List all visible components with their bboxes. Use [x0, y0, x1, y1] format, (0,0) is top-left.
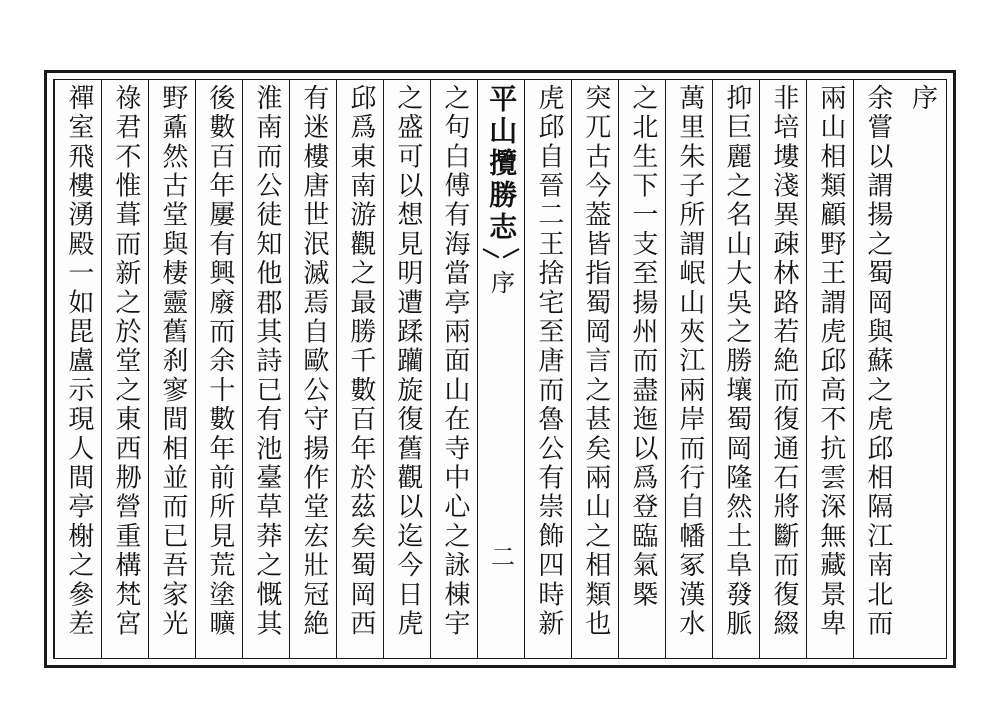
document-title: 平山攬勝志 — [485, 84, 519, 244]
text-column — [383, 80, 430, 658]
column-text: 抑巨麗之名山大吳之勝壤蜀岡隆然土阜發脈 — [721, 84, 752, 639]
text-column — [759, 80, 806, 658]
column-text: 之盛可以想見明遭蹂躪旋復舊觀以迄今日虎 — [392, 84, 423, 639]
text-column — [712, 80, 759, 658]
page-frame-outer — [44, 70, 956, 668]
text-column — [524, 80, 571, 658]
column-text: 虎邱自晉二王捨宅至唐而魯公有崇飾四時新 — [533, 84, 564, 639]
column-text: 突兀古今葢皆指蜀岡言之甚矣兩山之相類也 — [580, 84, 611, 639]
text-column — [618, 80, 665, 658]
text-column — [195, 80, 242, 658]
text-column — [853, 80, 900, 658]
text-column — [336, 80, 383, 658]
column-text: 萬里朱子所謂岷山夾江兩岸而行自幡冢漢水 — [674, 84, 705, 639]
text-column — [806, 80, 853, 658]
text-column — [289, 80, 336, 658]
text-column — [665, 80, 712, 658]
column-text: 余嘗以謂揚之蜀岡與蘇之虎邱相隔江南北而 — [862, 84, 893, 639]
column-text: 祿君不惟葺而新之於堂之東西刱營重構梵宮 — [110, 84, 141, 639]
column-header — [900, 80, 946, 658]
title-bracket-icon — [484, 248, 518, 264]
text-column — [148, 80, 195, 658]
text-column — [54, 80, 101, 658]
column-text: 兩山相類顧野王謂虎邱高不抗雲深無藏景卑 — [815, 84, 846, 639]
column-text: 後數百年屢有興廢而余十數年前所見荒塗曠 — [204, 84, 235, 639]
column-text: 非培塿淺異疎林路若絶而復通石將斷而復綴 — [768, 84, 799, 639]
column-text: 邱爲東南游觀之最勝千數百年於茲矣蜀岡西 — [345, 84, 376, 639]
column-text: 禪室飛樓湧殿一如毘盧示現人間亭榭之參差 — [63, 84, 94, 639]
page-number: 二 — [486, 544, 515, 568]
text-columns — [54, 80, 946, 658]
title-subnote: 序 — [486, 270, 515, 296]
column-text: 淮南而公徒知他郡其詩已有池臺草莽之慨其 — [251, 84, 282, 639]
page-frame-inner — [53, 79, 947, 659]
column-title-banxin — [477, 80, 524, 658]
header-label: 序 — [907, 84, 938, 113]
text-column — [242, 80, 289, 658]
column-text: 有迷樓唐世泯滅焉自歐公守揚作堂宏壯冠絶 — [298, 84, 329, 639]
column-text: 野鼒然古堂與棲靈舊刹寥間相並而已吾家光 — [157, 84, 188, 639]
text-column — [430, 80, 477, 658]
text-column — [571, 80, 618, 658]
text-column — [101, 80, 148, 658]
column-text: 之北生下一支至揚州而盡迤以爲登臨氣槩 — [627, 84, 658, 610]
column-text: 之句白傅有海當亭兩面山在寺中心之詠棟宇 — [439, 84, 470, 639]
